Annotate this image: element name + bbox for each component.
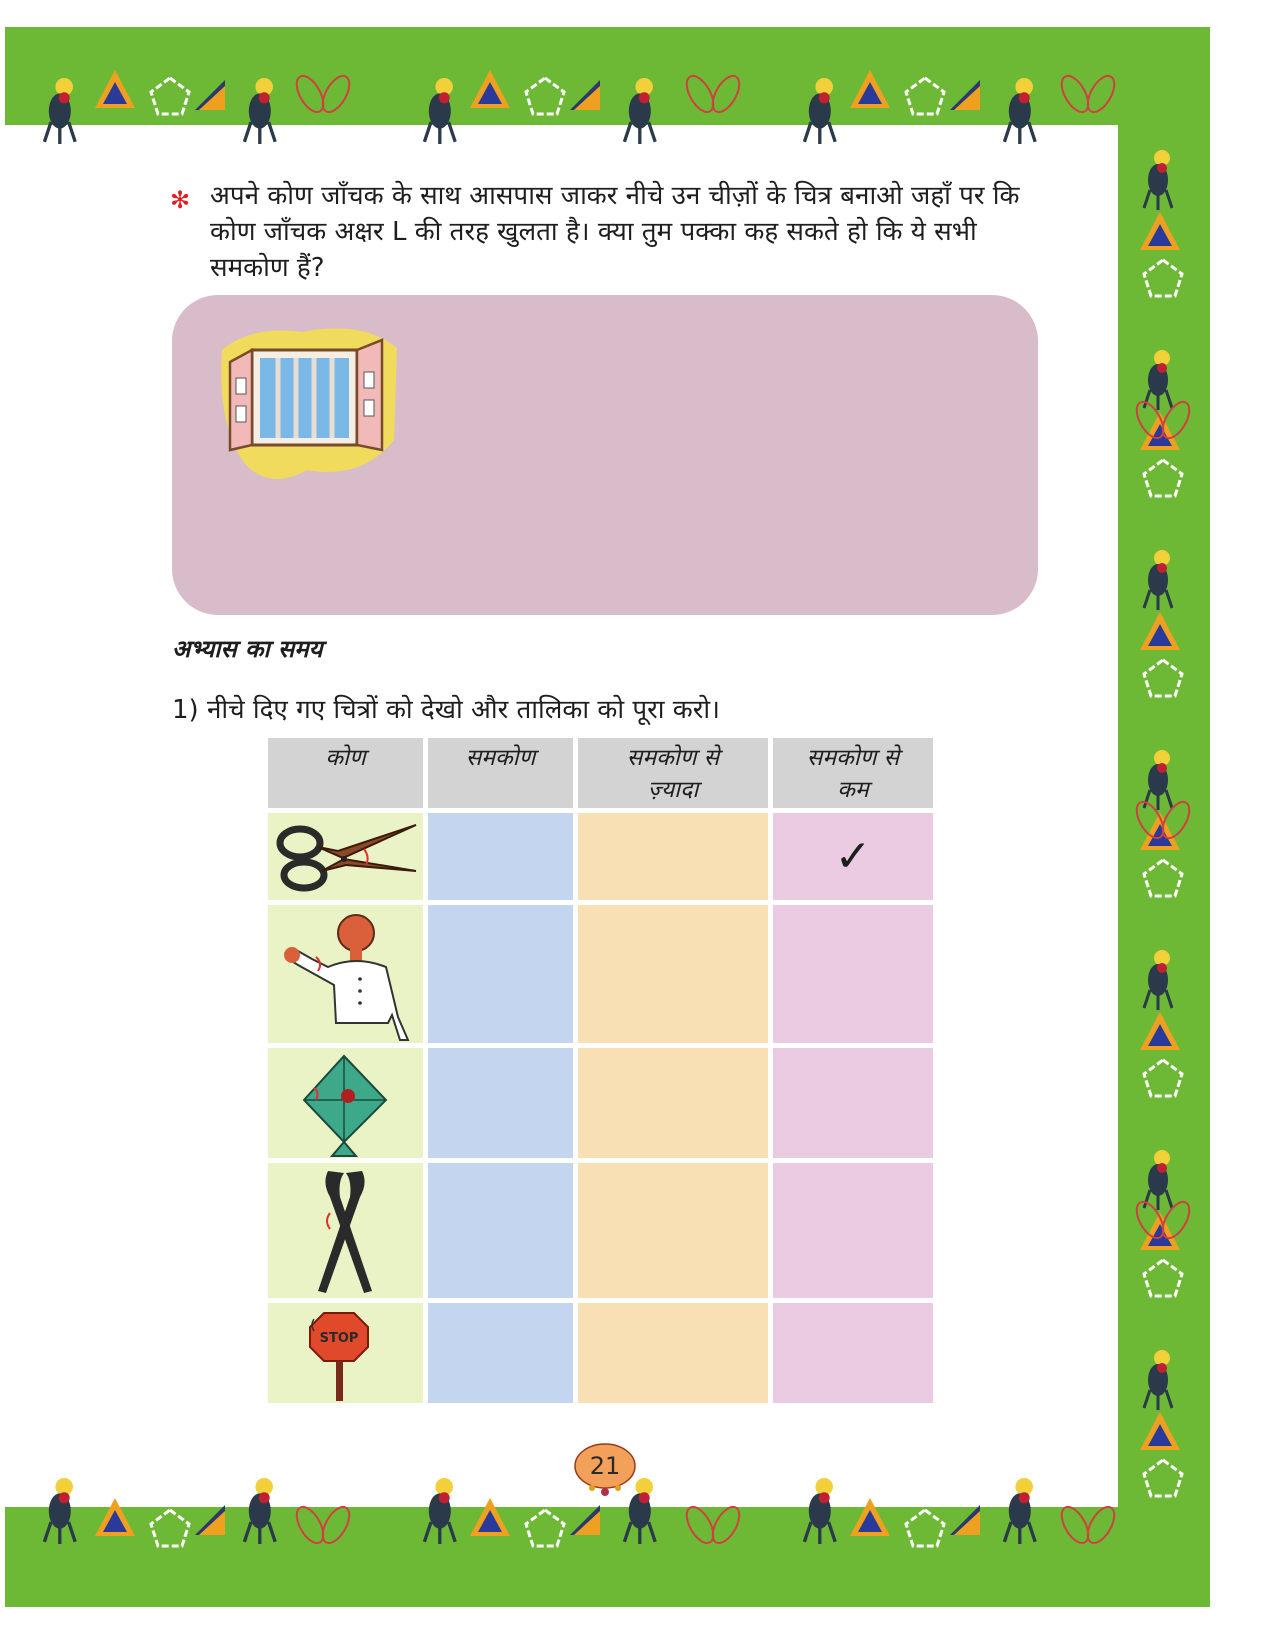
more-than-right-angle-cell[interactable]: [578, 1048, 768, 1158]
pentagon-motif-icon: [526, 78, 564, 114]
pentagon-motif-icon: [1144, 460, 1182, 496]
pentagon-motif-icon: [1144, 660, 1182, 696]
crane-bird-icon: [1144, 750, 1172, 810]
picture-cell: [268, 1163, 423, 1298]
picture-cell: [268, 905, 423, 1043]
section-title: अभ्यास का समय: [172, 635, 323, 663]
triangle-motif-icon: [1140, 1012, 1180, 1050]
picture-cell: [268, 1303, 423, 1403]
crane-bird-icon: [1004, 1478, 1035, 1544]
less-than-right-angle-cell[interactable]: [773, 1303, 933, 1403]
instruction-text: अपने कोण जाँचक के साथ आसपास जाकर नीचे उन चीज़ों के चित्र बनाओ जहाँ पर कि कोण जाँचक अक्षर L की तरह खुलता है। क्या तुम पक्का कह सकते हो कि ये सभी समकोण हैं?: [210, 181, 1020, 283]
pentagon-motif-icon: [526, 1510, 564, 1546]
pentagon-motif-icon: [1144, 260, 1182, 296]
pentagon-motif-icon: [151, 78, 189, 114]
crane-bird-icon: [1144, 950, 1172, 1010]
more-than-right-angle-cell[interactable]: [578, 813, 768, 900]
picture-cell: [268, 1048, 423, 1158]
more-than-right-angle-cell[interactable]: [578, 1303, 768, 1403]
picture-cell: [268, 813, 423, 900]
pentagon-motif-icon: [906, 1510, 944, 1546]
question-text: 1) नीचे दिए गए चित्रों को देखो और तालिका को पूरा करो।: [172, 695, 720, 725]
triangle-motif-icon: [850, 1498, 890, 1536]
crane-bird-icon: [804, 1478, 835, 1544]
crane-bird-icon: [1144, 150, 1172, 210]
pentagon-motif-icon: [1144, 1460, 1182, 1496]
crane-bird-icon: [244, 78, 275, 144]
triangle-motif-icon: [1140, 212, 1180, 250]
crane-bird-icon: [44, 78, 75, 144]
crane-bird-icon: [244, 1478, 275, 1544]
triangle-motif-icon: [1140, 612, 1180, 650]
right-angle-cell[interactable]: [428, 1303, 573, 1403]
crane-bird-icon: [1144, 1150, 1172, 1210]
header-cell: समकोण से कम: [773, 738, 933, 808]
header-cell: कोण: [268, 738, 423, 808]
right-angle-cell[interactable]: [428, 905, 573, 1043]
pentagon-motif-icon: [1144, 1060, 1182, 1096]
crane-bird-icon: [44, 1478, 75, 1544]
crane-bird-icon: [1144, 550, 1172, 610]
drawing-area[interactable]: [172, 295, 1038, 615]
stop-sign-icon: [268, 1303, 423, 1403]
triangle-motif-icon: [1140, 1412, 1180, 1450]
less-than-right-angle-cell[interactable]: [773, 813, 933, 900]
window-icon: [212, 320, 402, 490]
triangle-motif-icon: [470, 1498, 510, 1536]
header-cell: समकोण: [428, 738, 573, 808]
crane-bird-icon: [424, 1478, 455, 1544]
man-waving-icon: [268, 905, 423, 1043]
crane-bird-icon: [424, 78, 455, 144]
triangle-motif-icon: [470, 70, 510, 108]
more-than-right-angle-cell[interactable]: [578, 905, 768, 1043]
instruction: [170, 178, 1050, 286]
crane-bird-icon: [1144, 1350, 1172, 1410]
page-number: 21: [589, 1452, 621, 1480]
check-mark-icon: ✓: [834, 831, 872, 882]
scissors-icon: [268, 813, 423, 900]
triangle-motif-icon: [850, 70, 890, 108]
stop-sign-text: STOP: [319, 1331, 359, 1346]
right-angle-cell[interactable]: [428, 1163, 573, 1298]
crane-bird-icon: [1144, 350, 1172, 410]
crane-bird-icon: [624, 78, 655, 144]
asterisk-icon: ✻: [170, 186, 191, 214]
less-than-right-angle-cell[interactable]: [773, 1163, 933, 1298]
tongs-icon: [268, 1163, 423, 1298]
more-than-right-angle-cell[interactable]: [578, 1163, 768, 1298]
pentagon-motif-icon: [1144, 1260, 1182, 1296]
triangle-motif-icon: [95, 70, 135, 108]
right-angle-cell[interactable]: [428, 813, 573, 900]
right-angle-cell[interactable]: [428, 1048, 573, 1158]
pentagon-motif-icon: [151, 1510, 189, 1546]
pentagon-motif-icon: [906, 78, 944, 114]
kite-icon: [268, 1048, 423, 1158]
crane-bird-icon: [1004, 78, 1035, 144]
pentagon-motif-icon: [1144, 860, 1182, 896]
less-than-right-angle-cell[interactable]: [773, 905, 933, 1043]
triangle-motif-icon: [95, 1498, 135, 1536]
crane-bird-icon: [804, 78, 835, 144]
header-cell: समकोण से ज़्यादा: [578, 738, 768, 808]
less-than-right-angle-cell[interactable]: [773, 1048, 933, 1158]
